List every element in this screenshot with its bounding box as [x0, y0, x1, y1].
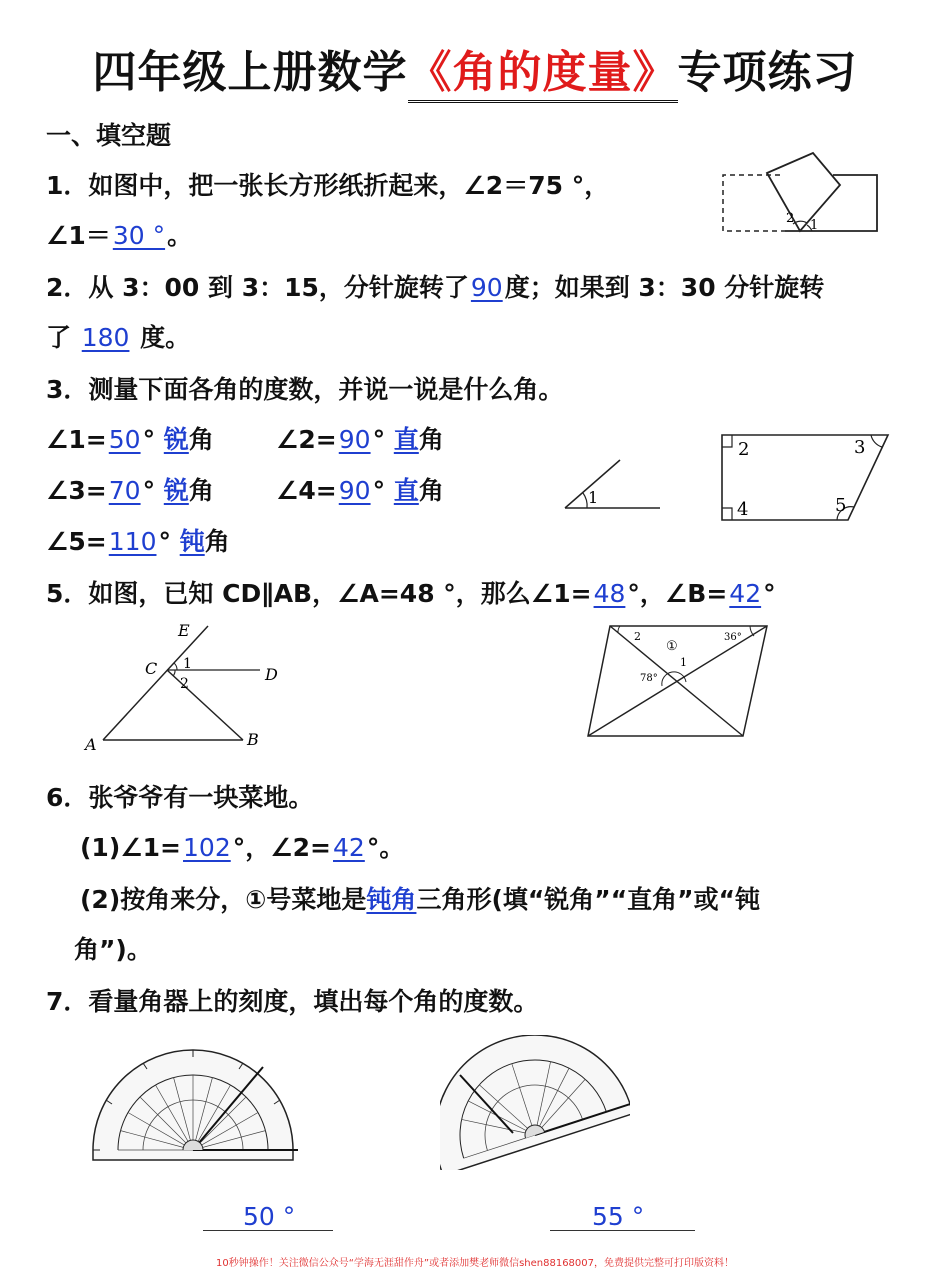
- a1-degree: °: [142, 425, 156, 454]
- q5-middle: °，∠B=: [627, 579, 728, 608]
- q1-prefix: ∠1＝: [46, 221, 111, 250]
- q3-row1b: [276, 420, 444, 456]
- q7-answer2: 55 °: [592, 1202, 645, 1231]
- a5-degree: °: [158, 527, 171, 556]
- fig1-label-2: 2: [786, 211, 795, 226]
- protractor-2: [440, 1035, 630, 1170]
- label-angle2: 2: [180, 676, 189, 692]
- q1-line2: [46, 216, 192, 252]
- page-title: [0, 36, 950, 100]
- q3-row2b: [276, 471, 444, 507]
- title-part1: 四年级上册数学: [92, 47, 408, 98]
- q3-row2: [46, 471, 214, 507]
- q6-p1-suffix: °。: [366, 833, 405, 862]
- a4-tail: 角: [418, 476, 444, 505]
- quad-label-3: 3: [854, 437, 866, 458]
- q5-prefix: 5．如图，已知 CD∥AB，∠A=48 °，那么∠1=: [46, 579, 592, 608]
- a4-label: ∠4=: [276, 476, 337, 505]
- quadrilateral-figure: [710, 425, 900, 530]
- title-part3: 专项练习: [677, 47, 858, 98]
- q6-p2-suffix: 三角形(填“锐角”“直角”或“钝: [416, 885, 761, 914]
- q5-suffix: °: [763, 579, 776, 608]
- q6-part1: [80, 828, 404, 864]
- field-label-circle1: ①: [666, 639, 678, 654]
- q2-line2: [46, 318, 190, 354]
- a2-tail: 角: [418, 425, 444, 454]
- q6-p1-answer1: 102: [183, 833, 231, 862]
- folded-paper-figure: [715, 145, 885, 240]
- a4-value: 90: [338, 476, 371, 505]
- footer-note: 10秒钟操作！关注微信公众号“学海无涯甜作舟”或者添加樊老师微信shen88168007，免费提供完整可打印版资料！: [215, 1258, 735, 1269]
- a3-tail: 角: [188, 476, 214, 505]
- a3-value: 70: [108, 476, 141, 505]
- label-angle1: 1: [183, 656, 192, 672]
- quad-label-5: 5: [835, 495, 847, 516]
- q6-p1-answer2: 42: [333, 833, 365, 862]
- q2-answer1: 90: [470, 273, 503, 302]
- a5-type: 钝: [179, 527, 205, 556]
- a2-label: ∠2=: [276, 425, 337, 454]
- a1-type: 锐: [163, 425, 189, 454]
- q6-p1-prefix: (1)∠1=: [80, 833, 182, 862]
- angle1-label: 1: [588, 488, 599, 507]
- a2-type: 直: [393, 425, 419, 454]
- a3-label: ∠3=: [46, 476, 107, 505]
- section-heading: 一、填空题: [46, 121, 172, 150]
- label-D: D: [265, 665, 278, 684]
- quad-label-2: 2: [738, 439, 750, 460]
- q1-suffix: 。: [167, 221, 193, 250]
- a4-degree: °: [372, 476, 386, 505]
- q2-answer2: 180: [81, 323, 130, 352]
- a1-value: 50: [108, 425, 141, 454]
- q3-row1: [46, 420, 214, 456]
- label-E: E: [178, 621, 190, 640]
- quad-label-4: 4: [737, 499, 749, 520]
- q1-line1: 1．如图中，把一张长方形纸折起来，∠2＝75 °，: [46, 171, 610, 200]
- angle1-figure: [555, 450, 670, 520]
- a2-degree: °: [372, 425, 386, 454]
- a1-label: ∠1=: [46, 425, 107, 454]
- q7-question: 7．看量角器上的刻度，填出每个角的度数。: [46, 987, 539, 1016]
- label-B: B: [247, 730, 259, 749]
- label-C: C: [145, 659, 158, 678]
- protractor-1: [88, 1045, 298, 1165]
- title-topic: 《角的度量》: [408, 47, 678, 103]
- a3-type: 锐: [163, 476, 189, 505]
- a1-tail: 角: [188, 425, 214, 454]
- q3-row3: [46, 522, 230, 558]
- q6-part2-cont: 角”)。: [74, 935, 152, 964]
- a2-value: 90: [338, 425, 371, 454]
- q1-answer: 30 °: [112, 221, 166, 250]
- q5-answer1: 48: [593, 579, 626, 608]
- fig1-label-1: 1: [810, 218, 819, 233]
- a5-value: 110: [108, 527, 157, 556]
- q3-question: 3．测量下面各角的度数，并说一说是什么角。: [46, 375, 564, 404]
- q6-p2-answer: 钝角: [366, 885, 417, 914]
- field-label-36: 36°: [724, 632, 742, 643]
- field-label-2: 2: [634, 630, 641, 643]
- a5-tail: 角: [204, 527, 230, 556]
- q6-part2: [80, 880, 760, 916]
- field-label-1: 1: [680, 656, 687, 669]
- q6-p1-middle: °，∠2=: [232, 833, 331, 862]
- q6-p2-prefix: (2)按角来分，①号菜地是: [80, 885, 367, 914]
- q2-prefix: 2．从 3：00 到 3：15，分针旋转了: [46, 273, 469, 302]
- q2-l2-prefix: 了: [46, 323, 72, 352]
- a3-degree: °: [142, 476, 156, 505]
- q7-answer1: 50 °: [243, 1202, 296, 1231]
- parallelogram-field-figure: [580, 618, 780, 743]
- field-label-78: 78°: [640, 673, 658, 684]
- triangle-parallel-figure: [75, 618, 295, 758]
- a4-type: 直: [393, 476, 419, 505]
- label-A: A: [85, 735, 97, 754]
- a5-label: ∠5=: [46, 527, 107, 556]
- q5-answer2: 42: [729, 579, 762, 608]
- q6-question: 6．张爷爷有一块菜地。: [46, 783, 314, 812]
- q2-line1: [46, 268, 824, 304]
- q2-suffix: 度。: [140, 323, 191, 352]
- q2-middle: 度；如果到 3：30 分针旋转: [504, 273, 825, 302]
- q5-question: [46, 574, 776, 610]
